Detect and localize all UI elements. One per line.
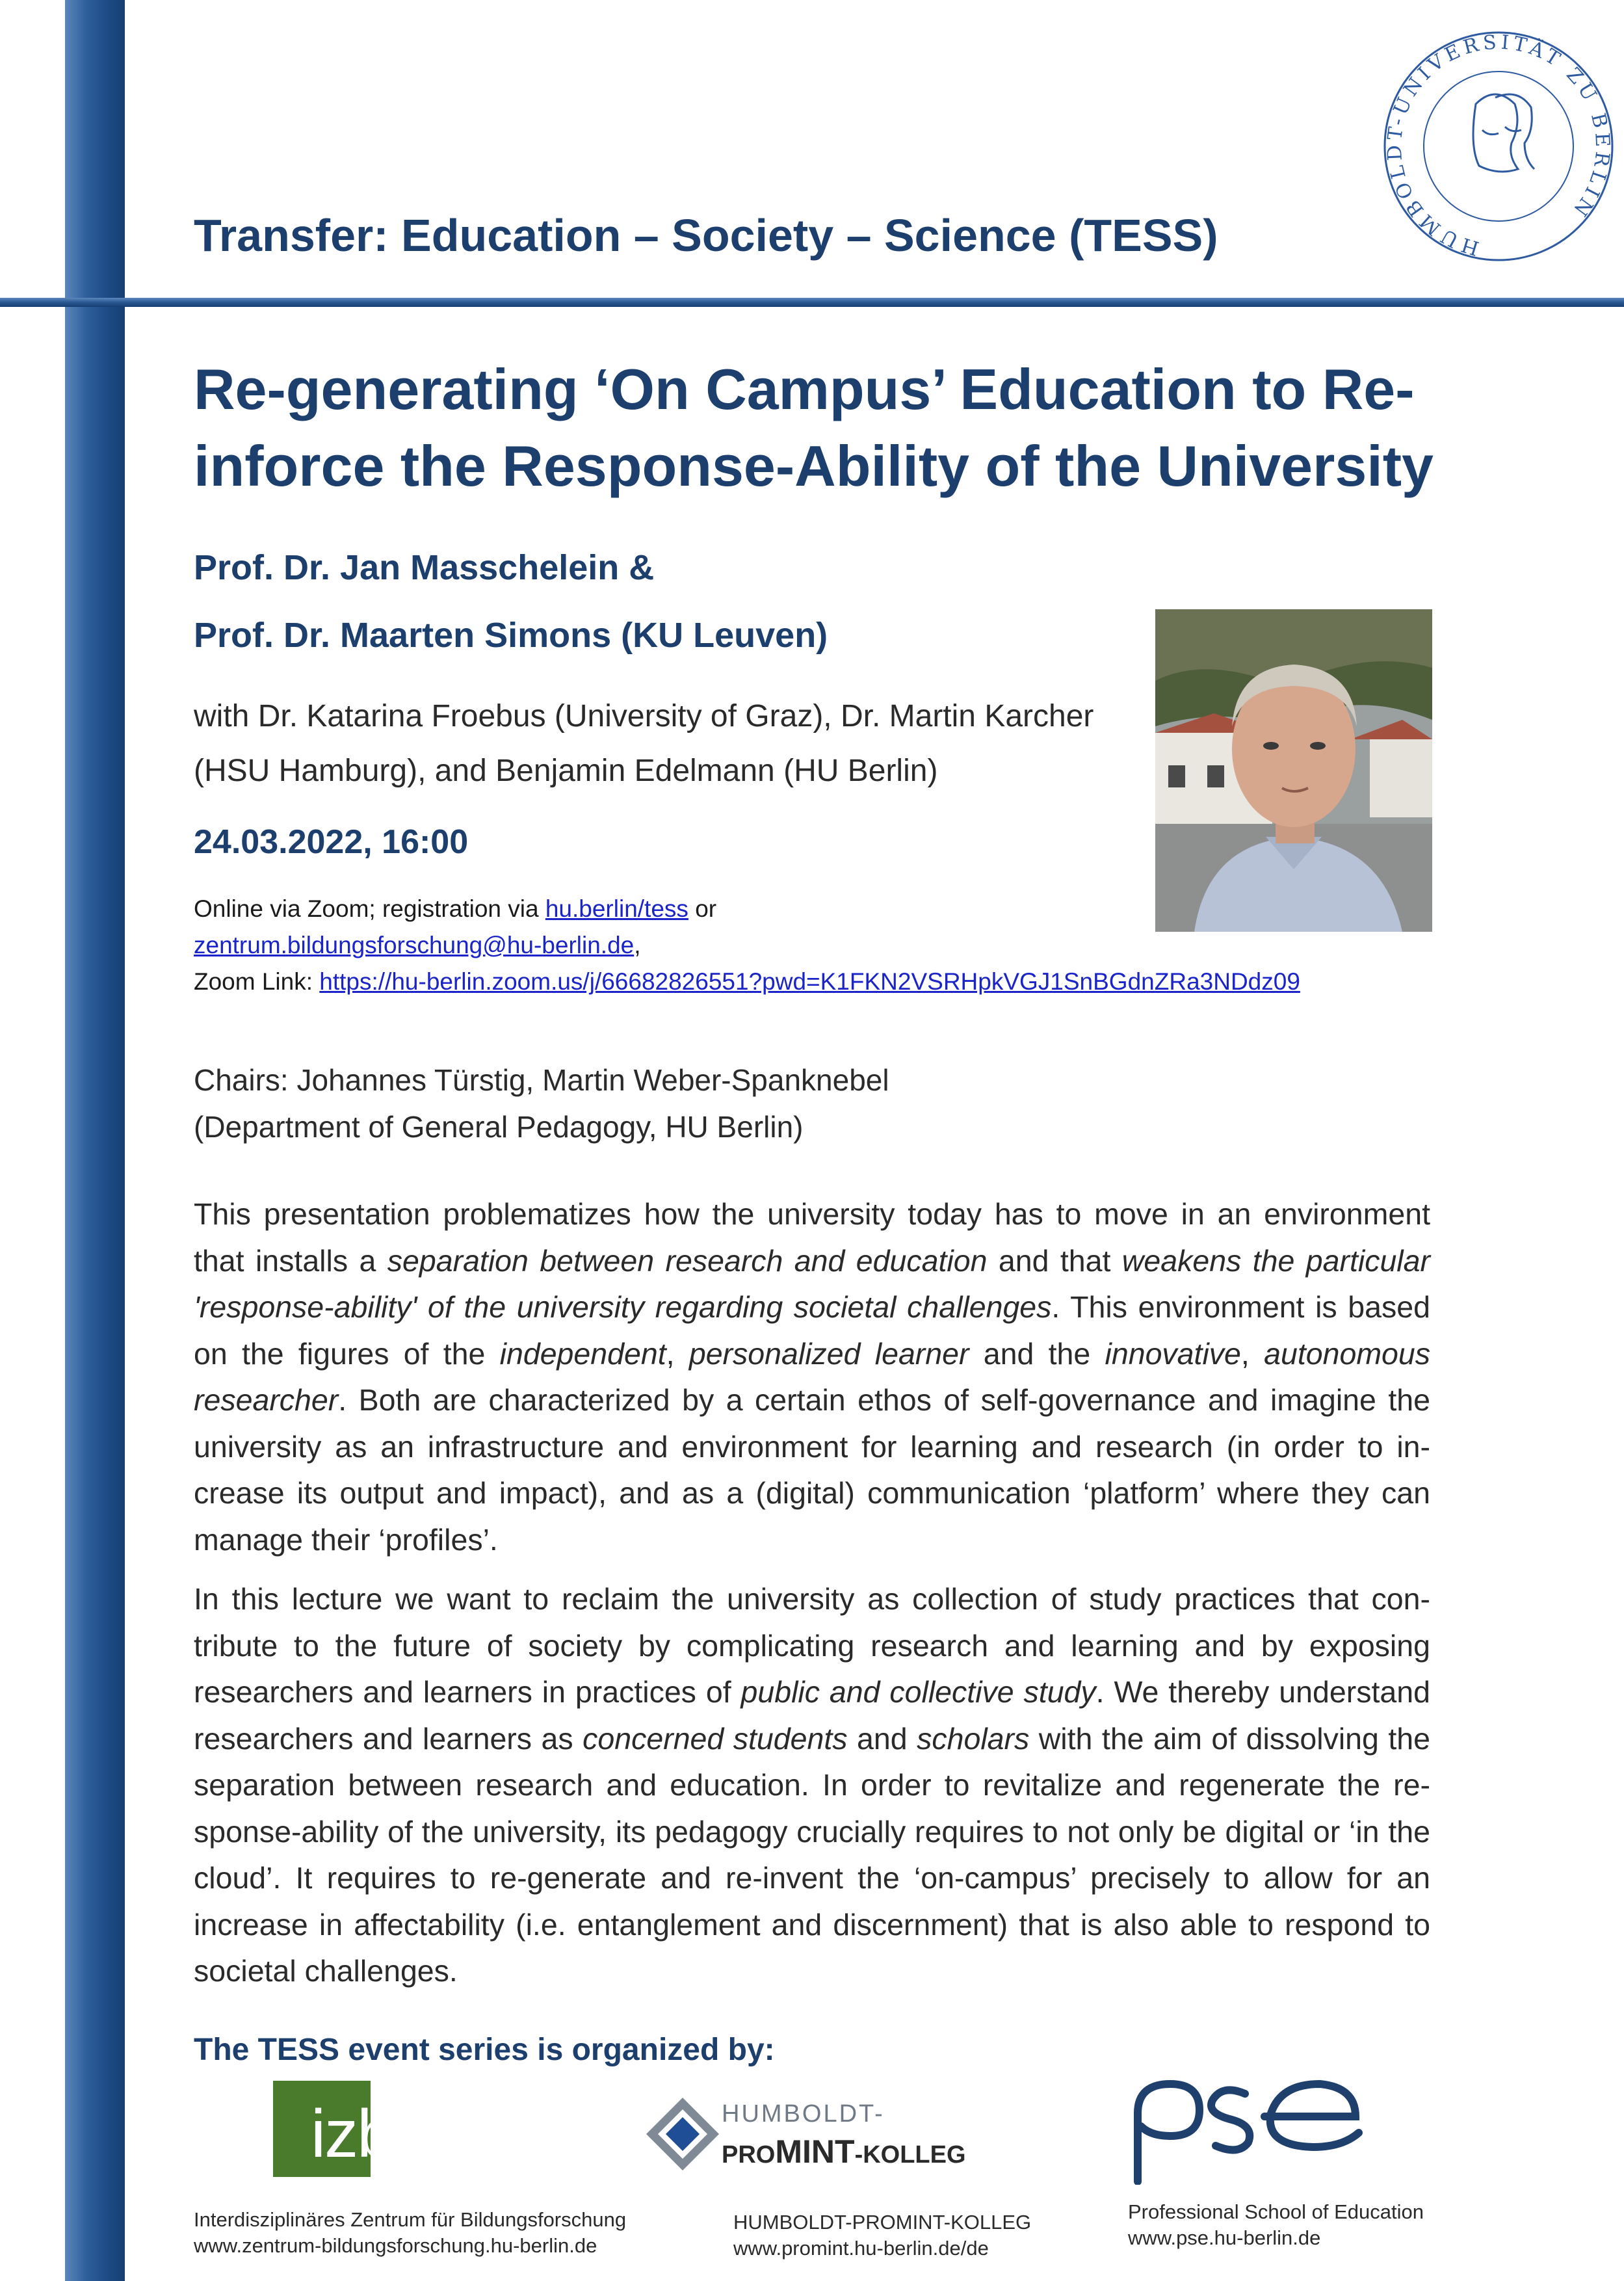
lecture-title: Re-generating ‘On Campus’ Education to Re-inforce the Response-Ability of the University [194,357,1434,498]
abstract-text: and the [969,1336,1105,1371]
header-rule [0,298,1624,307]
abstract-text: . This environment is based on the figures of the [194,1290,1430,1371]
promint-caption [733,2209,1031,2261]
abstract-text: , [1240,1336,1264,1371]
abstract-paragraph-1 [194,1191,1430,1563]
abstract-emphasis: concerned students [583,1721,848,1756]
pse-caption [1128,2199,1424,2251]
abstract-text: and that [987,1243,1122,1278]
registration-intro: Online via Zoom; registration via [194,895,545,922]
promint-line-1: HUMBOLDT- [722,2100,885,2128]
pse-logo [1125,2068,1385,2185]
speaker-2: Prof. Dr. Maarten Simons (KU Leuven) [194,616,828,655]
series-title: Transfer: Education – Society – Science (TESS) [194,210,1218,261]
pse-caption-url: www.pse.hu-berlin.de [1128,2226,1321,2249]
abstract-emphasis: independent [499,1336,666,1371]
promint-pro: PRO [722,2141,776,2169]
izbf-caption-url: www.zentrum-bildungsforschung.hu-berlin.de [194,2234,597,2257]
abstract-emphasis: autonomous researcher [194,1336,1431,1417]
promint-caption-name: HUMBOLDT-PROMINT-KOLLEG [733,2211,1032,2234]
speaker-1: Prof. Dr. Jan Masschelein & [194,548,655,587]
chairs-info [194,1057,889,1150]
abstract-emphasis: public and collective study [740,1675,1096,1709]
zoom-link[interactable]: https://hu-berlin.zoom.us/j/66682826551?pwd=K1FKN2VSRHpkVGJ1SnBGdnZRa3NDdz09 [319,968,1300,995]
abstract-paragraph-2 [194,1576,1430,1995]
izbf-caption [194,2207,626,2259]
registration-or: or [688,895,717,922]
registration-email-link[interactable]: zentrum.bildungsforschung@hu-berlin.de [194,932,635,958]
chairs-line-1: Chairs: Johannes Türstig, Martin Weber-Spanknebel [194,1063,889,1097]
event-date-time: 24.03.2022, 16:00 [194,823,469,861]
pse-caption-name: Professional School of Education [1128,2200,1424,2223]
chairs-line-2: (Department of General Pedagogy, HU Berlin) [194,1110,804,1144]
abstract-text: with the aim of dissolving the separation between research and education. In order to revitalize and regenerate the re-sponse-ability of the university, its pedagogy crucially requires to not only be digital or ‘in the cloud’. It requires to re-generate and re-invent the ‘on-campus’ precisely to allow for an increase in affectability (i.e. entanglement and discernment) that is also able to respond to societal challenges. [194,1721,1430,1988]
promint-caption-url: www.promint.hu-berlin.de/de [733,2237,989,2260]
speaker-photo [1155,609,1432,932]
seal-text: HUMBOLDT-UNIVERSITÄT ZU BERLIN [1383,31,1614,260]
abstract-text: . We thereby understand researchers and learners as [194,1675,1430,1756]
registration-info [194,891,1416,1000]
izbf-logo-mark: izbf [311,2096,411,2172]
abstract-text: and [847,1721,917,1756]
abstract-emphasis: innovative [1105,1336,1241,1371]
humboldt-university-seal [1346,20,1624,280]
promint-diamond-icon [644,2095,722,2173]
left-vertical-bar [65,0,125,2281]
izbf-logo [273,2081,436,2177]
abstract-emphasis: separation between research and education [387,1243,988,1278]
abstract-text: . Both are characterized by a certain ethos of self-governance and imagine the university as an infrastructure and environment for learning and research (in order to in-crease its output and impact), and as a (digital) communication ‘platform’ where they can manage their ‘profiles’. [194,1383,1430,1557]
co-speakers: with Dr. Katarina Froebus (University of Graz), Dr. Martin Karcher (HSU Hamburg), and Benjamin Edelmann (HU Berlin) [194,699,1094,788]
abstract-text: This presentation problematizes how the university today has to move in an environment that installs a [194,1197,1430,1278]
abstract-emphasis: personalized learner [688,1336,969,1371]
zoom-label: Zoom Link: [194,968,320,995]
abstract-text: , [666,1336,689,1371]
abstract [194,1191,1430,2008]
organizers-heading: The TESS event series is organized by: [194,2033,775,2067]
registration-link[interactable]: hu.berlin/tess [545,895,688,922]
promint-kolleg: -KOLLEG [854,2141,966,2169]
registration-comma: , [634,932,641,958]
promint-mint: MINT [775,2133,855,2170]
abstract-emphasis: weakens the particular 'response-ability' of the university regarding societal challenges [194,1243,1430,1324]
promint-logo [644,2095,995,2173]
abstract-emphasis: scholars [917,1721,1030,1756]
abstract-text: In this lecture we want to reclaim the university as collection of study practices that con-tribute to the future of society by complicating research and learning and by exposing researchers and learners in practices of [194,1582,1430,1709]
izbf-caption-name: Interdisziplinäres Zentrum für Bildungsforschung [194,2208,627,2231]
